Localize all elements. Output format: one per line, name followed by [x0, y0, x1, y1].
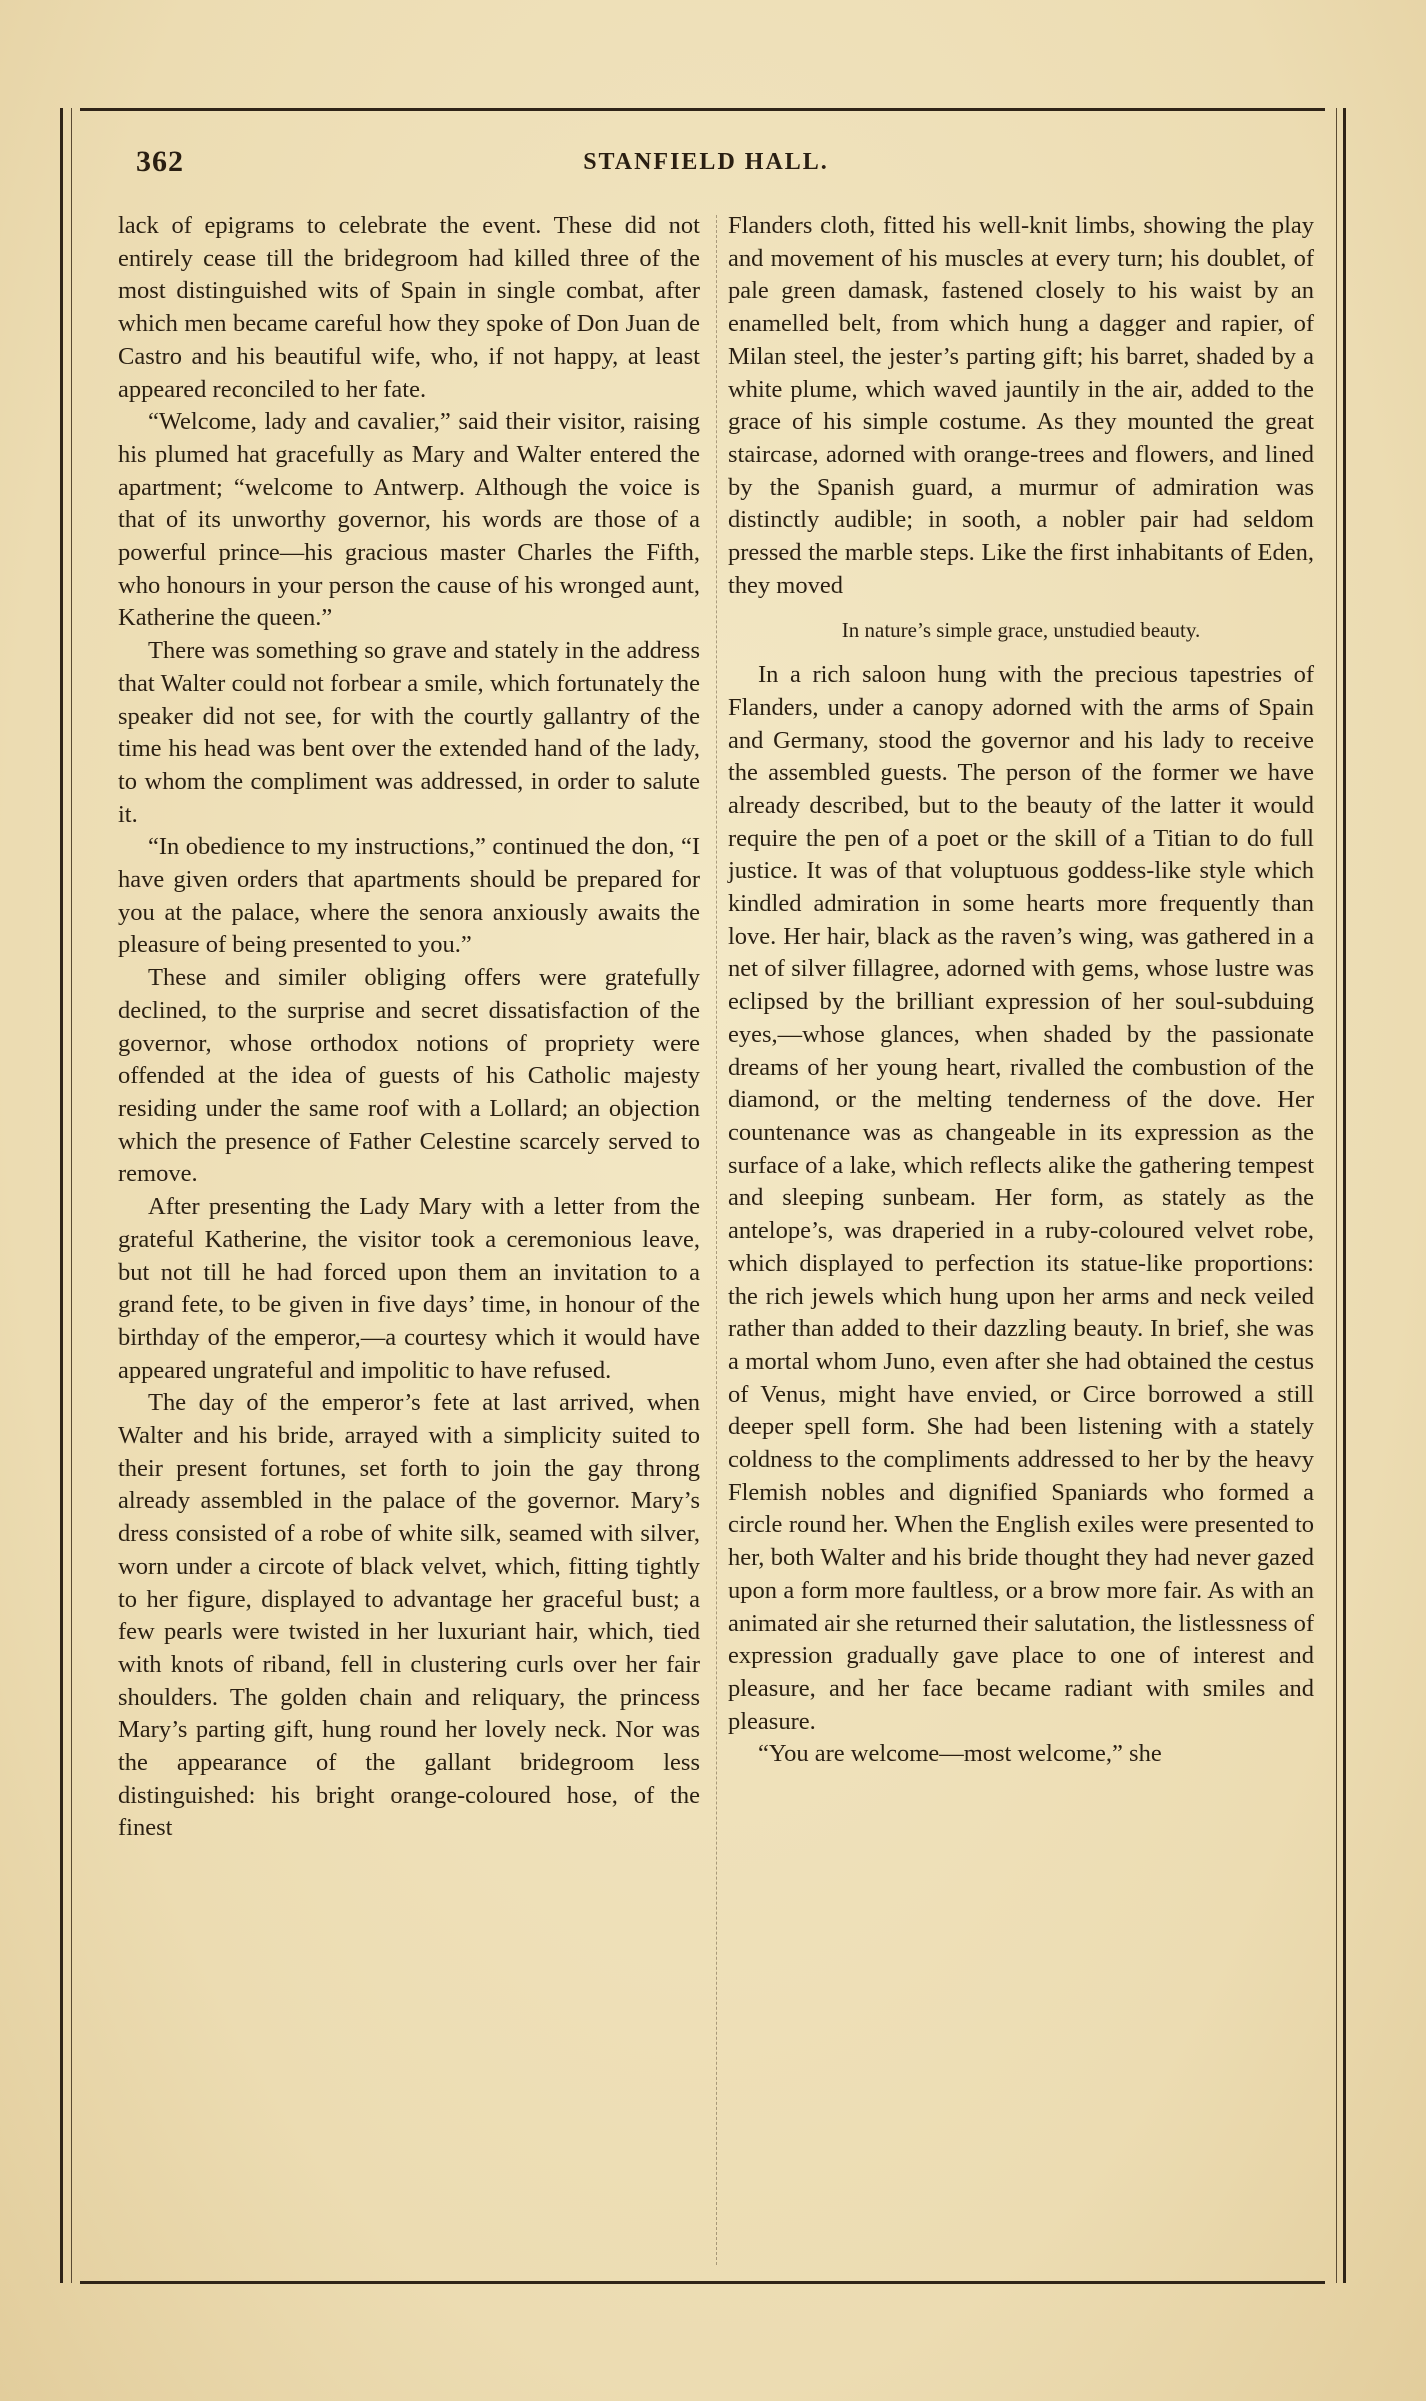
frame-right-rule	[1336, 108, 1346, 2283]
frame-top-rule	[80, 108, 1325, 111]
left-column	[118, 210, 700, 1845]
paragraph: These and similer obliging offers were gratefully declined, to the surprise and secret dissatisfaction of the governor, whose orthodox notions of propriety were offended at the idea of guests of his Catholic majesty residing under the same roof with a Lollard; an objection which the presence of Father Celestine scarcely served to remove.	[118, 964, 700, 1188]
paragraph: In a rich saloon hung with the precious tapestries of Flanders, under a canopy adorned with the arms of Spain and Germany, stood the governor and his lady to receive the assembled guests. The person of the former we have already described, but to the beauty of the latter it would require the pen of a poet or the skill of a Titian to do full justice. It was of that voluptuous goddess-like style which kindled admiration in some hearts more frequently than love. Her hair, black as the raven’s wing, was gathered in a net of silver fillagree, adorned with gems, whose lustre was eclipsed by the brilliant expression of her soul-subduing eyes,—whose glances, when shaded by the passionate dreams of her young heart, rivalled the combustion of the diamond, or the melting tenderness of the dove. Her countenance was as changeable in its expression as the surface of a lake, which reflects alike the gathering tempest and sleeping sunbeam. Her form, as stately as the antelope’s, was draperied in a ruby-coloured velvet robe, which displayed to perfection its statue-like proportions: the rich jewels which hung upon her arms and neck veiled rather than added to their dazzling beauty. In brief, she was a mortal whom Juno, even after she had obtained the cestus of Venus, might have envied, or Circe borrowed a still deeper spell form. She had been listening with a stately coldness to the compliments addressed to her by the heavy Flemish nobles and dignified Spaniards who formed a circle round her. When the English exiles were presented to her, both Walter and his bride thought they had never gazed upon a form more faultless, or a brow more fair. As with an animated air she returned their salutation, the listlessness of expression gradually gave place to one of interest and pleasure, and her face became radiant with smiles and pleasure.	[728, 661, 1314, 1735]
paragraph: lack of epigrams to celebrate the event. These did not entirely cease till the bridegroom had killed three of the most distinguished wits of Spain in single combat, after which men became careful how they spoke of Don Juan de Castro and his beautiful wife, who, if not happy, at least appeared reconciled to her fate.	[118, 212, 700, 403]
paragraph: “You are welcome—most welcome,” she	[758, 1740, 1162, 1768]
verse-quote: In nature’s simple grace, unstudied beauty.	[841, 618, 1201, 643]
paragraph: “Welcome, lady and cavalier,” said their visitor, raising his plumed hat gracefully as Mary and Walter entered the apartment; “welcome to Antwerp. Although the voice is that of its unworthy governor, his words are those of a powerful prince—his gracious master Charles the Fifth, who honours in your person the cause of his wronged aunt, Katherine the queen.”	[118, 408, 700, 632]
column-divider	[716, 215, 717, 2265]
paragraph: Flanders cloth, fitted his well-knit limbs, showing the play and movement of his muscles at every turn; his doublet, of pale green damask, fastened closely to his waist by an enamelled belt, from which hung a dagger and rapier, of Milan steel, the jester’s parting gift; his barret, shaded by a white plume, which waved jauntily in the air, added to the grace of his simple costume. As they mounted the great staircase, adorned with orange-trees and flowers, and lined by the Spanish guard, a murmur of admiration was distinctly audible; in sooth, a nobler pair had seldom pressed the marble steps. Like the first inhabitants of Eden, they moved	[728, 212, 1314, 599]
paragraph: After presenting the Lady Mary with a letter from the grateful Katherine, the visitor took a ceremonious leave, but not till he had forced upon them an invitation to a grand fete, to be given in five days’ time, in honour of the birthday of the emperor,—a courtesy which it would have appeared ungrateful and impolitic to have refused.	[118, 1193, 700, 1384]
running-title: STANFIELD HALL.	[583, 149, 829, 175]
paragraph: “In obedience to my instructions,” continued the don, “I have given orders that apartments should be prepared for you at the palace, where the senora anxiously awaits the pleasure of being presented to you.”	[118, 833, 700, 959]
frame-left-rule	[60, 108, 72, 2283]
page-header	[96, 145, 1316, 195]
page-number: 362	[136, 145, 184, 178]
frame-bottom-rule	[80, 2281, 1325, 2284]
right-column	[728, 210, 1314, 1771]
paragraph: There was something so grave and stately in the address that Walter could not forbear a smile, which fortunately the speaker did not see, for with the courtly gallantry of the time his head was bent over the extended hand of the lady, to whom the compliment was addressed, in order to salute it.	[118, 637, 700, 828]
paragraph: The day of the emperor’s fete at last arrived, when Walter and his bride, arrayed with a simplicity suited to their present fortunes, set forth to join the gay throng already assembled in the palace of the governor. Mary’s dress consisted of a robe of white silk, seamed with silver, worn under a circote of black velvet, which, fitting tightly to her figure, displayed to advantage her graceful bust; a few pearls were twisted in her luxuriant hair, which, tied with knots of riband, fell in clustering curls over her fair shoulders. The golden chain and reliquary, the princess Mary’s parting gift, hung round her lovely neck. Nor was the appearance of the gallant bridegroom less distinguished: his bright orange-coloured hose, of the finest	[118, 1389, 700, 1842]
